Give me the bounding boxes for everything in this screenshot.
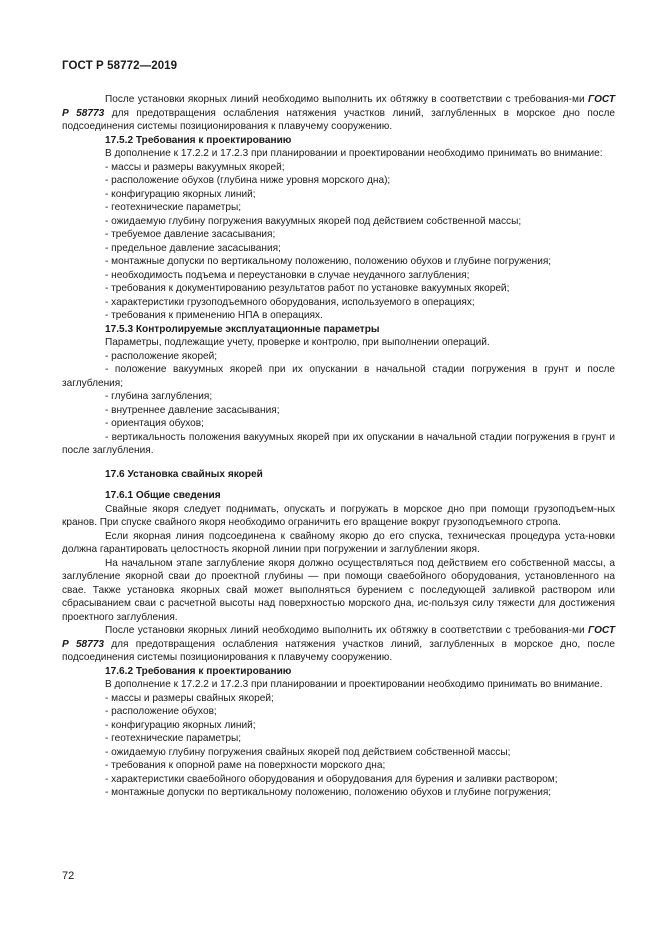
standard-reference: ГОСТ Р 58773 <box>62 625 615 650</box>
list-item: - вертикальность положения вакуумных якорей при их опускании в начальной стадии погружения в грунт и после заглубления. <box>62 431 615 456</box>
list-item: - необходимость подъема и переустановки в случае неудачного заглубления; <box>105 269 470 281</box>
page-number: 72 <box>62 870 75 882</box>
document-body <box>62 93 615 800</box>
document-header: ГОСТ Р 58772—2019 <box>62 60 178 72</box>
list-item: - положение вакуумных якорей при их опускании в начальной стадии погружения в грунт и после заглубления; <box>62 364 615 389</box>
list-item: - конфигурацию якорных линий; <box>105 719 256 731</box>
paragraph: В дополнение к 17.2.2 и 17.2.3 при планировании и проектировании необходимо принимать во внимание: <box>105 148 603 159</box>
paragraph: В дополнение к 17.2.2 и 17.2.3 при планировании и проектировании необходимо принимать во внимание. <box>105 679 603 690</box>
list-item: - ожидаемую глубину погружения вакуумных якорей под действием собственной массы; <box>105 215 522 227</box>
list-item: - внутреннее давление засасывания; <box>105 404 280 416</box>
list-item: - геотехнические параметры; <box>105 733 242 744</box>
list-item: - требования к документированию результатов работ по установке вакуумных якорей; <box>105 283 510 294</box>
paragraph: На начальном этапе заглубление якоря должно осуществляться под действием его собственной массы, а заглубление якорной сваи до проектной глубины — при помощи сваебойного оборудования, установленного на свае. Также установка якорных свай может выполняться бурением с последующей заливкой раствором или сбрасыванием сваи с расчетной высоты над поверхностью морского дна, ис-пользуя силу тяжести для достижения проектного заглубления. <box>62 557 615 623</box>
list-item: - ожидаемую глубину погружения свайных якорей под действием собственной массы; <box>105 746 511 758</box>
list-item: - требования к применению НПА в операциях. <box>105 310 323 321</box>
paragraph: Параметры, подлежащие учету, проверке и контролю, при выполнении операций. <box>105 337 490 348</box>
list-item: - ориентация обухов; <box>105 418 204 429</box>
list-item: - характеристики грузоподъемного оборудования, используемого в операциях; <box>105 296 475 308</box>
section-heading: 17.5.2 Требования к проектированию <box>105 134 292 146</box>
section-heading: 17.6.1 Общие сведения <box>105 490 221 501</box>
list-item: - требования к опорной раме на поверхности морского дна; <box>105 760 386 771</box>
paragraph: Свайные якоря следует поднимать, опускать и погружать в морское дно при помощи грузоподъем-ных кранов. При спуске свайного якоря необходимо ограничить его вращение вокруг грузоподъемного стропа. <box>62 503 615 528</box>
list-item: - геотехнические параметры; <box>105 202 242 213</box>
list-item: - предельное давление засасывания; <box>105 242 281 254</box>
list-item: - расположение обухов (глубина ниже уровня морского дна); <box>105 175 391 186</box>
section-heading: 17.6.2 Требования к проектированию <box>105 665 292 677</box>
list-item: - массы и размеры свайных якорей; <box>105 692 274 704</box>
paragraph: После установки якорных линий необходимо выполнить их обтяжку в соответствии с требования-ми ГОСТ Р 58773 для предотвращения ослабления натяжения участков линий, заглубленных в морское дно после подсоединения системы позиционирования к плавучему сооружению. <box>62 94 615 132</box>
paragraph: Если якорная линия подсоединена к свайному якорю до его спуска, техническая процедура уста-новки должна гарантировать целостность якорной линии при погружении и заглублении якоря. <box>62 530 615 555</box>
section-heading: 17.5.3 Контролируемые эксплуатационные параметры <box>105 323 380 335</box>
list-item: - требуемое давление засасывания; <box>105 229 276 240</box>
list-item: - конфигурацию якорных линий; <box>105 188 256 200</box>
list-item: - глубина заглубления; <box>105 391 213 402</box>
list-item: - характеристики сваебойного оборудования и оборудования для бурения и заливки раствором; <box>105 773 558 785</box>
list-item: - монтажные допуски по вертикальному положению, положению обухов и глубине погружения; <box>105 787 552 798</box>
list-item: - массы и размеры вакуумных якорей; <box>105 161 285 173</box>
list-item: - расположение обухов; <box>105 706 217 717</box>
list-item: - расположение якорей; <box>105 350 218 362</box>
subsection-title: 17.6 Установка свайных якорей <box>105 468 263 480</box>
paragraph: После установки якорных линий необходимо выполнить их обтяжку в соответствии с требования-ми ГОСТ Р 58773 для предотвращения ослабления натяжения участков линий, заглубленных в морское дно, после подсоединения системы позиционирования к плавучему сооружению. <box>62 625 615 663</box>
list-item: - монтажные допуски по вертикальному положению, положению обухов и глубине погружения; <box>105 256 552 267</box>
standard-reference: ГОСТ Р 58773 <box>62 94 615 119</box>
